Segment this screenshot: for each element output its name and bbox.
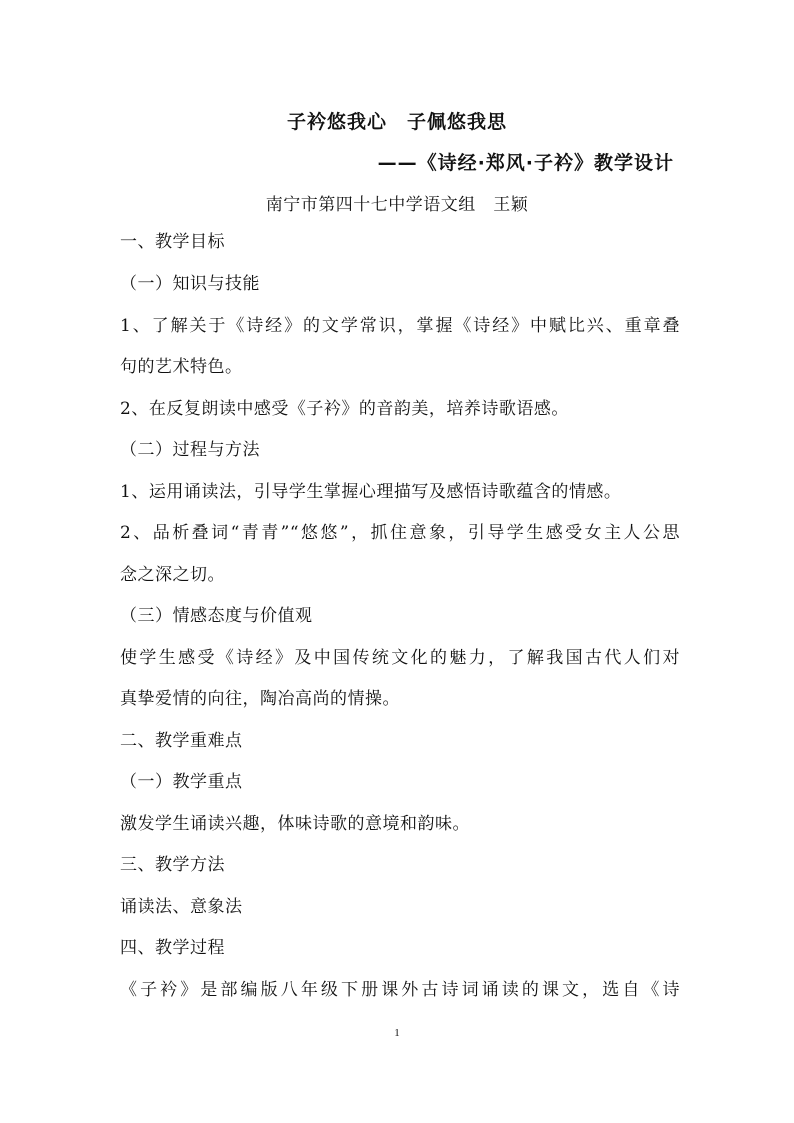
section-heading-process: 四、教学过程 (120, 938, 225, 958)
paragraph-line: 2、品析叠词“青青”“悠悠”，抓住意象，引导学生感受女主人公思 (120, 523, 680, 543)
paragraph-line: 真挚爱情的向往，陶冶高尚的情操。 (120, 689, 400, 709)
paragraph-line: 1、运用诵读法，引导学生掌握心理描写及感悟诗歌蕴含的情感。 (120, 482, 622, 502)
subsection-heading-emotion-values: （三）情感态度与价值观 (120, 606, 313, 626)
document-title: 子衿悠我心 子佩悠我思 (286, 111, 507, 133)
paragraph-line: 使学生感受《诗经》及中国传统文化的魅力，了解我国古代人们对 (120, 648, 680, 668)
subsection-heading-teaching-focus: （一）教学重点 (120, 772, 243, 792)
page-number: 1 (394, 1027, 400, 1039)
paragraph-line: 诵读法、意象法 (120, 897, 243, 917)
section-heading-methods: 三、教学方法 (120, 855, 225, 875)
document-subtitle: ——《诗经·郑风·子衿》教学设计 (377, 152, 674, 174)
paragraph-line: 《子衿》是部编版八年级下册课外古诗词诵读的课文，选自《诗 (120, 980, 680, 1000)
subsection-heading-process-methods: （二）过程与方法 (120, 440, 260, 460)
paragraph-line: 激发学生诵读兴趣，体味诗歌的意境和韵味。 (120, 814, 470, 834)
section-heading-key-points: 二、教学重难点 (120, 731, 243, 751)
paragraph-line: 1、了解关于《诗经》的文学常识，掌握《诗经》中赋比兴、重章叠 (120, 316, 680, 336)
subsection-heading-knowledge-skills: （一）知识与技能 (120, 274, 260, 294)
paragraph-line: 2、在反复朗读中感受《子衿》的音韵美，培养诗歌语感。 (120, 399, 569, 419)
paragraph-line: 念之深之切。 (120, 565, 225, 585)
section-heading-objectives: 一、教学目标 (120, 232, 225, 252)
paragraph-line: 句的艺术特色。 (120, 357, 243, 377)
document-author: 南宁市第四十七中学语文组 王颖 (265, 195, 529, 215)
